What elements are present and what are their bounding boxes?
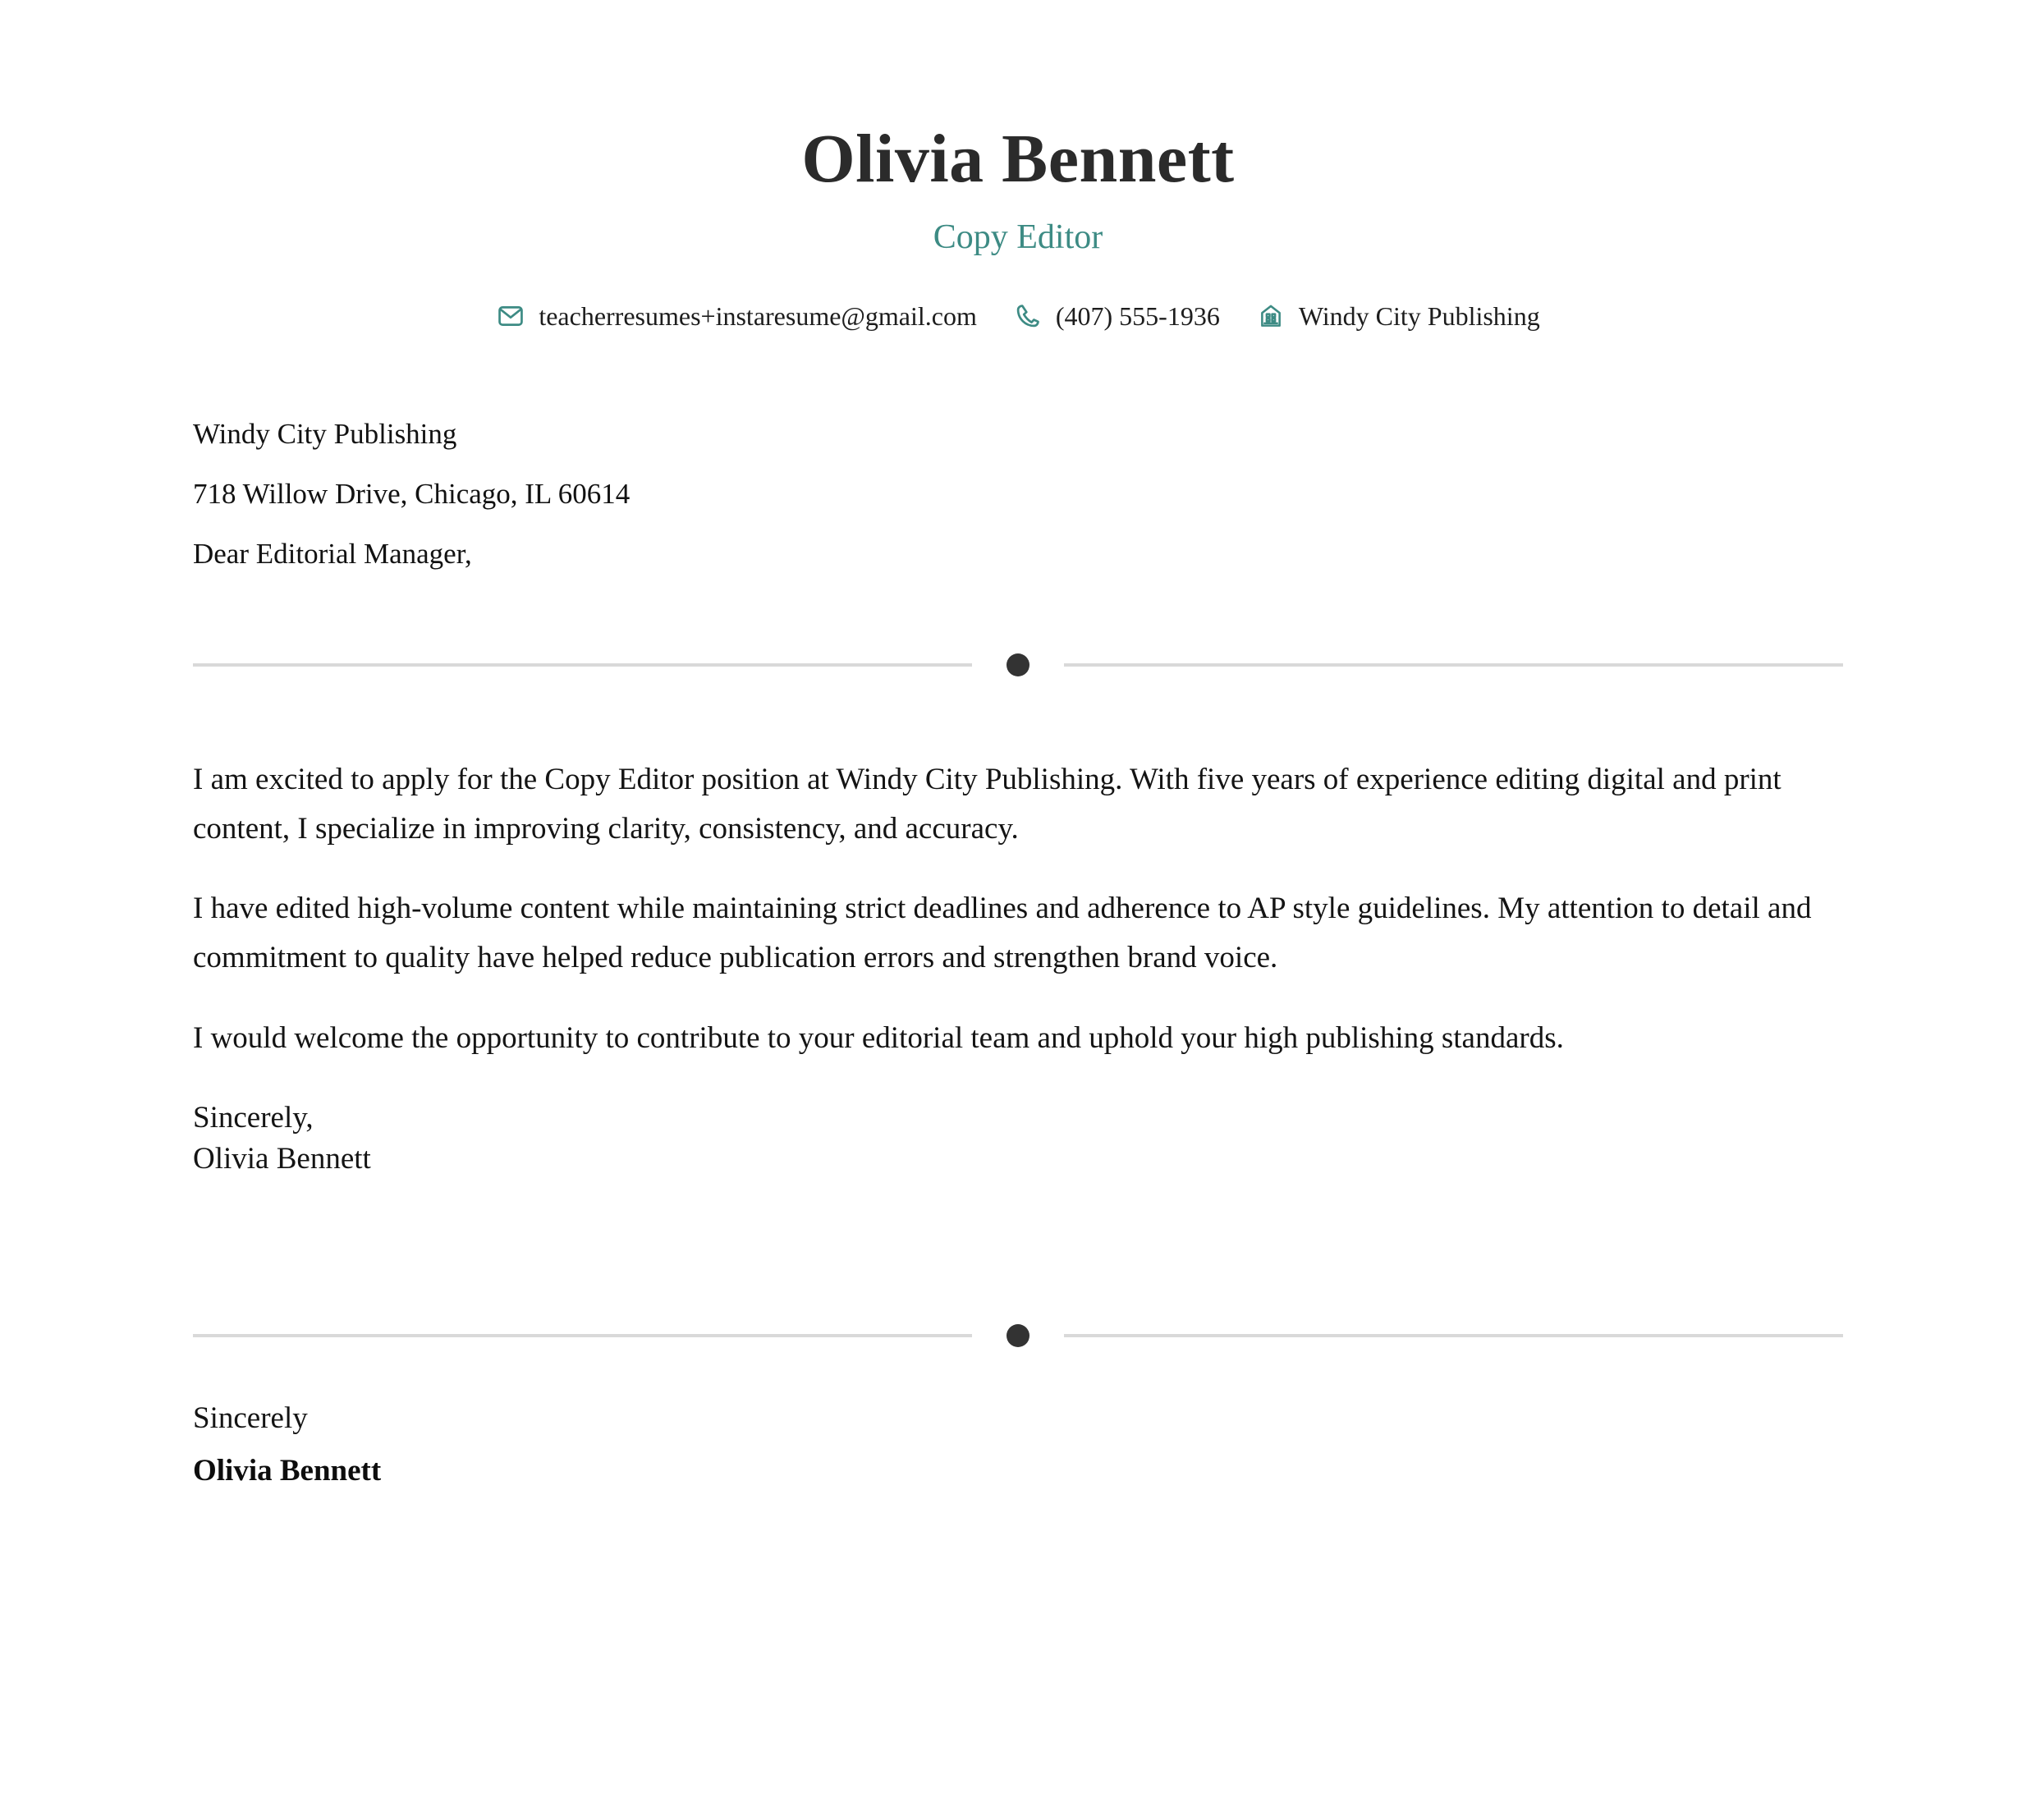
phone-icon [1013,301,1043,331]
letter-closing-block [193,1098,1843,1180]
salutation: Dear Editorial Manager, [193,537,472,570]
contact-phone-label: (407) 555-1936 [1055,300,1220,331]
letter-content [0,419,2036,1492]
contact-phone[interactable] [1013,301,1220,331]
divider-dot [1007,1324,1029,1347]
envelope-icon [496,301,525,331]
letter-closing-salutation: Sincerely, [193,1101,314,1135]
letter-paragraph: I would welcome the opportunity to contribute to your editorial team and uphold your high publishing standards. [193,1021,1564,1056]
letter-closing-name: Olivia Bennett [193,1142,371,1176]
divider-rule-left [193,663,972,667]
signature-closing: Sincerely [193,1401,308,1436]
divider-top [193,653,1843,676]
candidate-name: Olivia Bennett [801,121,1235,197]
letter-paragraph: I am excited to apply for the Copy Editor position at Windy City Publishing. With five years of experience editing digital and print content, I specialize in improving clarity, consistency, and accuracy. [193,762,1782,846]
contact-row [0,301,2036,331]
recipient-address: 718 Willow Drive, Chicago, IL 60614 [193,477,631,510]
divider-rule-right [1064,1334,1843,1337]
letter-body [193,755,1843,1180]
contact-email[interactable] [496,301,977,331]
divider-rule-left [193,1334,972,1337]
letter-header [0,0,2036,331]
divider-dot [1007,653,1029,676]
contact-company-label: Windy City Publishing [1298,300,1540,331]
signature-block [193,1398,1843,1492]
candidate-job-title: Copy Editor [933,218,1103,257]
contact-email-label: teacherresumes+instaresume@gmail.com [539,300,977,331]
letter-paragraph: I have edited high-volume content while maintaining strict deadlines and adherence to AP style guidelines. My attention to detail and commitment to quality have helped reduce publication errors and strengthen brand voice. [193,892,1812,975]
building-icon [1256,301,1286,331]
recipient-block [193,419,1843,568]
divider-bottom [193,1324,1843,1347]
signature-name: Olivia Bennett [193,1454,382,1488]
contact-company[interactable] [1256,301,1540,331]
recipient-company: Windy City Publishing [193,417,457,450]
divider-rule-right [1064,663,1843,667]
